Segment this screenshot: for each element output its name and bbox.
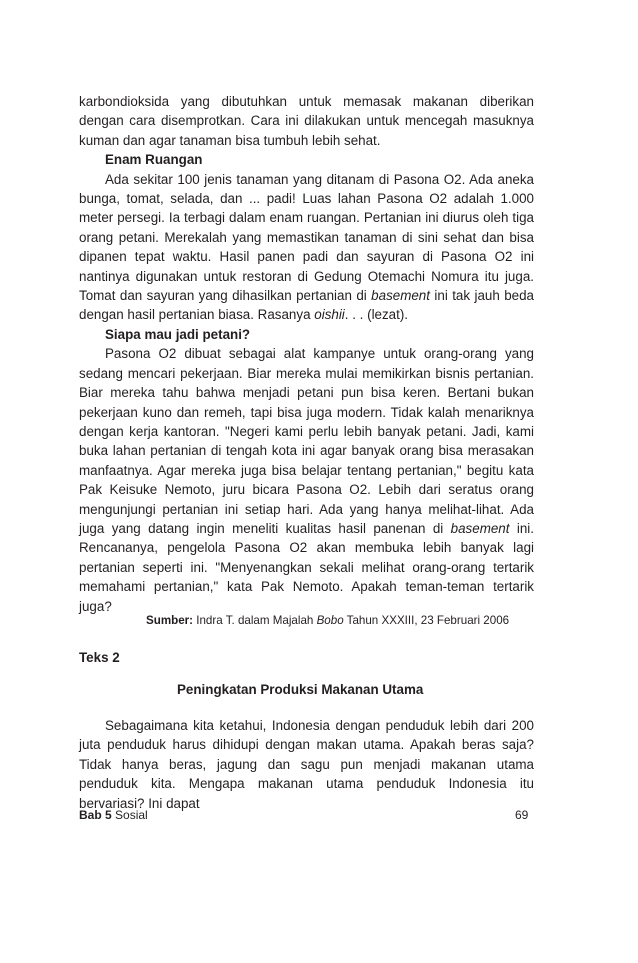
- footer-chapter-label: Bab 5: [79, 808, 112, 822]
- footer-chapter-name: Sosial: [115, 808, 148, 822]
- section2-text-b: ini. Rencananya, pengelola Pasona O2 akan membuka lebih banyak lagi pertanian seperti ini. "Menyenangkan sekali melihat orang-orang tertarik memahami pertanian," kata Pak Nemoto. Apakah teman-teman tertarik juga?: [79, 520, 534, 614]
- section2-paragraph: [79, 344, 534, 616]
- section1-text-a: Ada sekitar 100 jenis tanaman yang ditanam di Pasona O2. Ada aneka bunga, tomat, selada, dan ... padi! Luas lahan Pasona O2 adalah 1.000 meter persegi. Ia terbagi dalam enam ruangan. Pertanian ini diurus oleh tiga orang petani. Merekalah yang memastikan tanaman di sini sehat dan bisa dipanen tepat waktu. Hasil panen padi dan sayuran di Pasona O2 ini nantinya digunakan untuk restoran di Gedung Otemachi Nomura itu juga. Tomat dan sayuran yang dihasilkan pertanian di: [79, 171, 534, 304]
- teks-2-title: Peningkatan Produksi Makanan Utama: [177, 682, 424, 697]
- section1-oishii: oishii: [314, 307, 345, 323]
- section2-basement: basement: [450, 520, 510, 536]
- footer-chapter: [79, 808, 148, 822]
- source-text-before: Indra T. dalam Majalah: [196, 614, 314, 627]
- section-heading-enam-ruangan: Enam Ruangan: [105, 152, 203, 168]
- teks-2-body: [79, 716, 534, 813]
- main-text: [79, 92, 534, 616]
- page-number: 69: [515, 808, 529, 822]
- section1-text-c: . . . (lezat).: [344, 307, 409, 323]
- teks-2-label: Teks 2: [79, 650, 120, 665]
- section1-text-b: ini tak jauh beda dengan hasil pertanian biasa. Rasanya: [79, 288, 534, 323]
- source-magazine: Bobo: [316, 614, 344, 627]
- section1-basement: basement: [371, 288, 430, 304]
- section2-text-a: Pasona O2 dibuat sebagai alat kampanye untuk orang-orang yang sedang mencari pekerjaan. Biar mereka mulai memikirkan bisnis pertanian. Biar mereka tahu bahwa menjadi petani pun bisa keren. Bertani bukan pekerjaan kuno dan remeh, tapi bisa juga modern. Tidak kalah menariknya dengan kerja kantoran. "Negeri kami perlu lebih banyak petani. Jadi, kami buka lahan pertanian di tengah kota ini agar banyak orang bisa merasakan manfaatnya. Agar mereka juga bisa belajar tentang pertanian," begitu kata Pak Keisuke Nemoto, juru bicara Pasona O2. Lebih dari seratus orang mengunjungi pertanian ini setiap hari. Ada yang hanya melihat-lihat. Ada juga yang datang ingin meneliti kualitas hasil panenan di: [79, 346, 534, 536]
- source-label: Sumber:: [146, 614, 194, 627]
- intro-paragraph: karbondioksida yang dibutuhkan untuk memasak makanan diberikan dengan cara disemprotkan. Cara ini dilakukan untuk mencegah masuknya kuman dan agar tanaman bisa tumbuh lebih sehat.: [79, 94, 534, 148]
- teks-2-paragraph: Sebagaimana kita ketahui, Indonesia dengan penduduk lebih dari 200 juta penduduk harus dihidupi dengan makan utama. Apakah beras saja? Tidak hanya beras, jagung dan sagu pun menjadi makanan utama penduduk kita. Mengapa makanan utama penduduk Indonesia itu bervariasi? Ini dapat: [79, 718, 534, 811]
- source-citation: [146, 613, 509, 629]
- source-text-after: Tahun XXXIII, 23 Februari 2006: [346, 614, 510, 627]
- section-heading-siapa-mau-jadi-petani: Siapa mau jadi petani?: [105, 326, 251, 342]
- section1-paragraph: [79, 170, 534, 325]
